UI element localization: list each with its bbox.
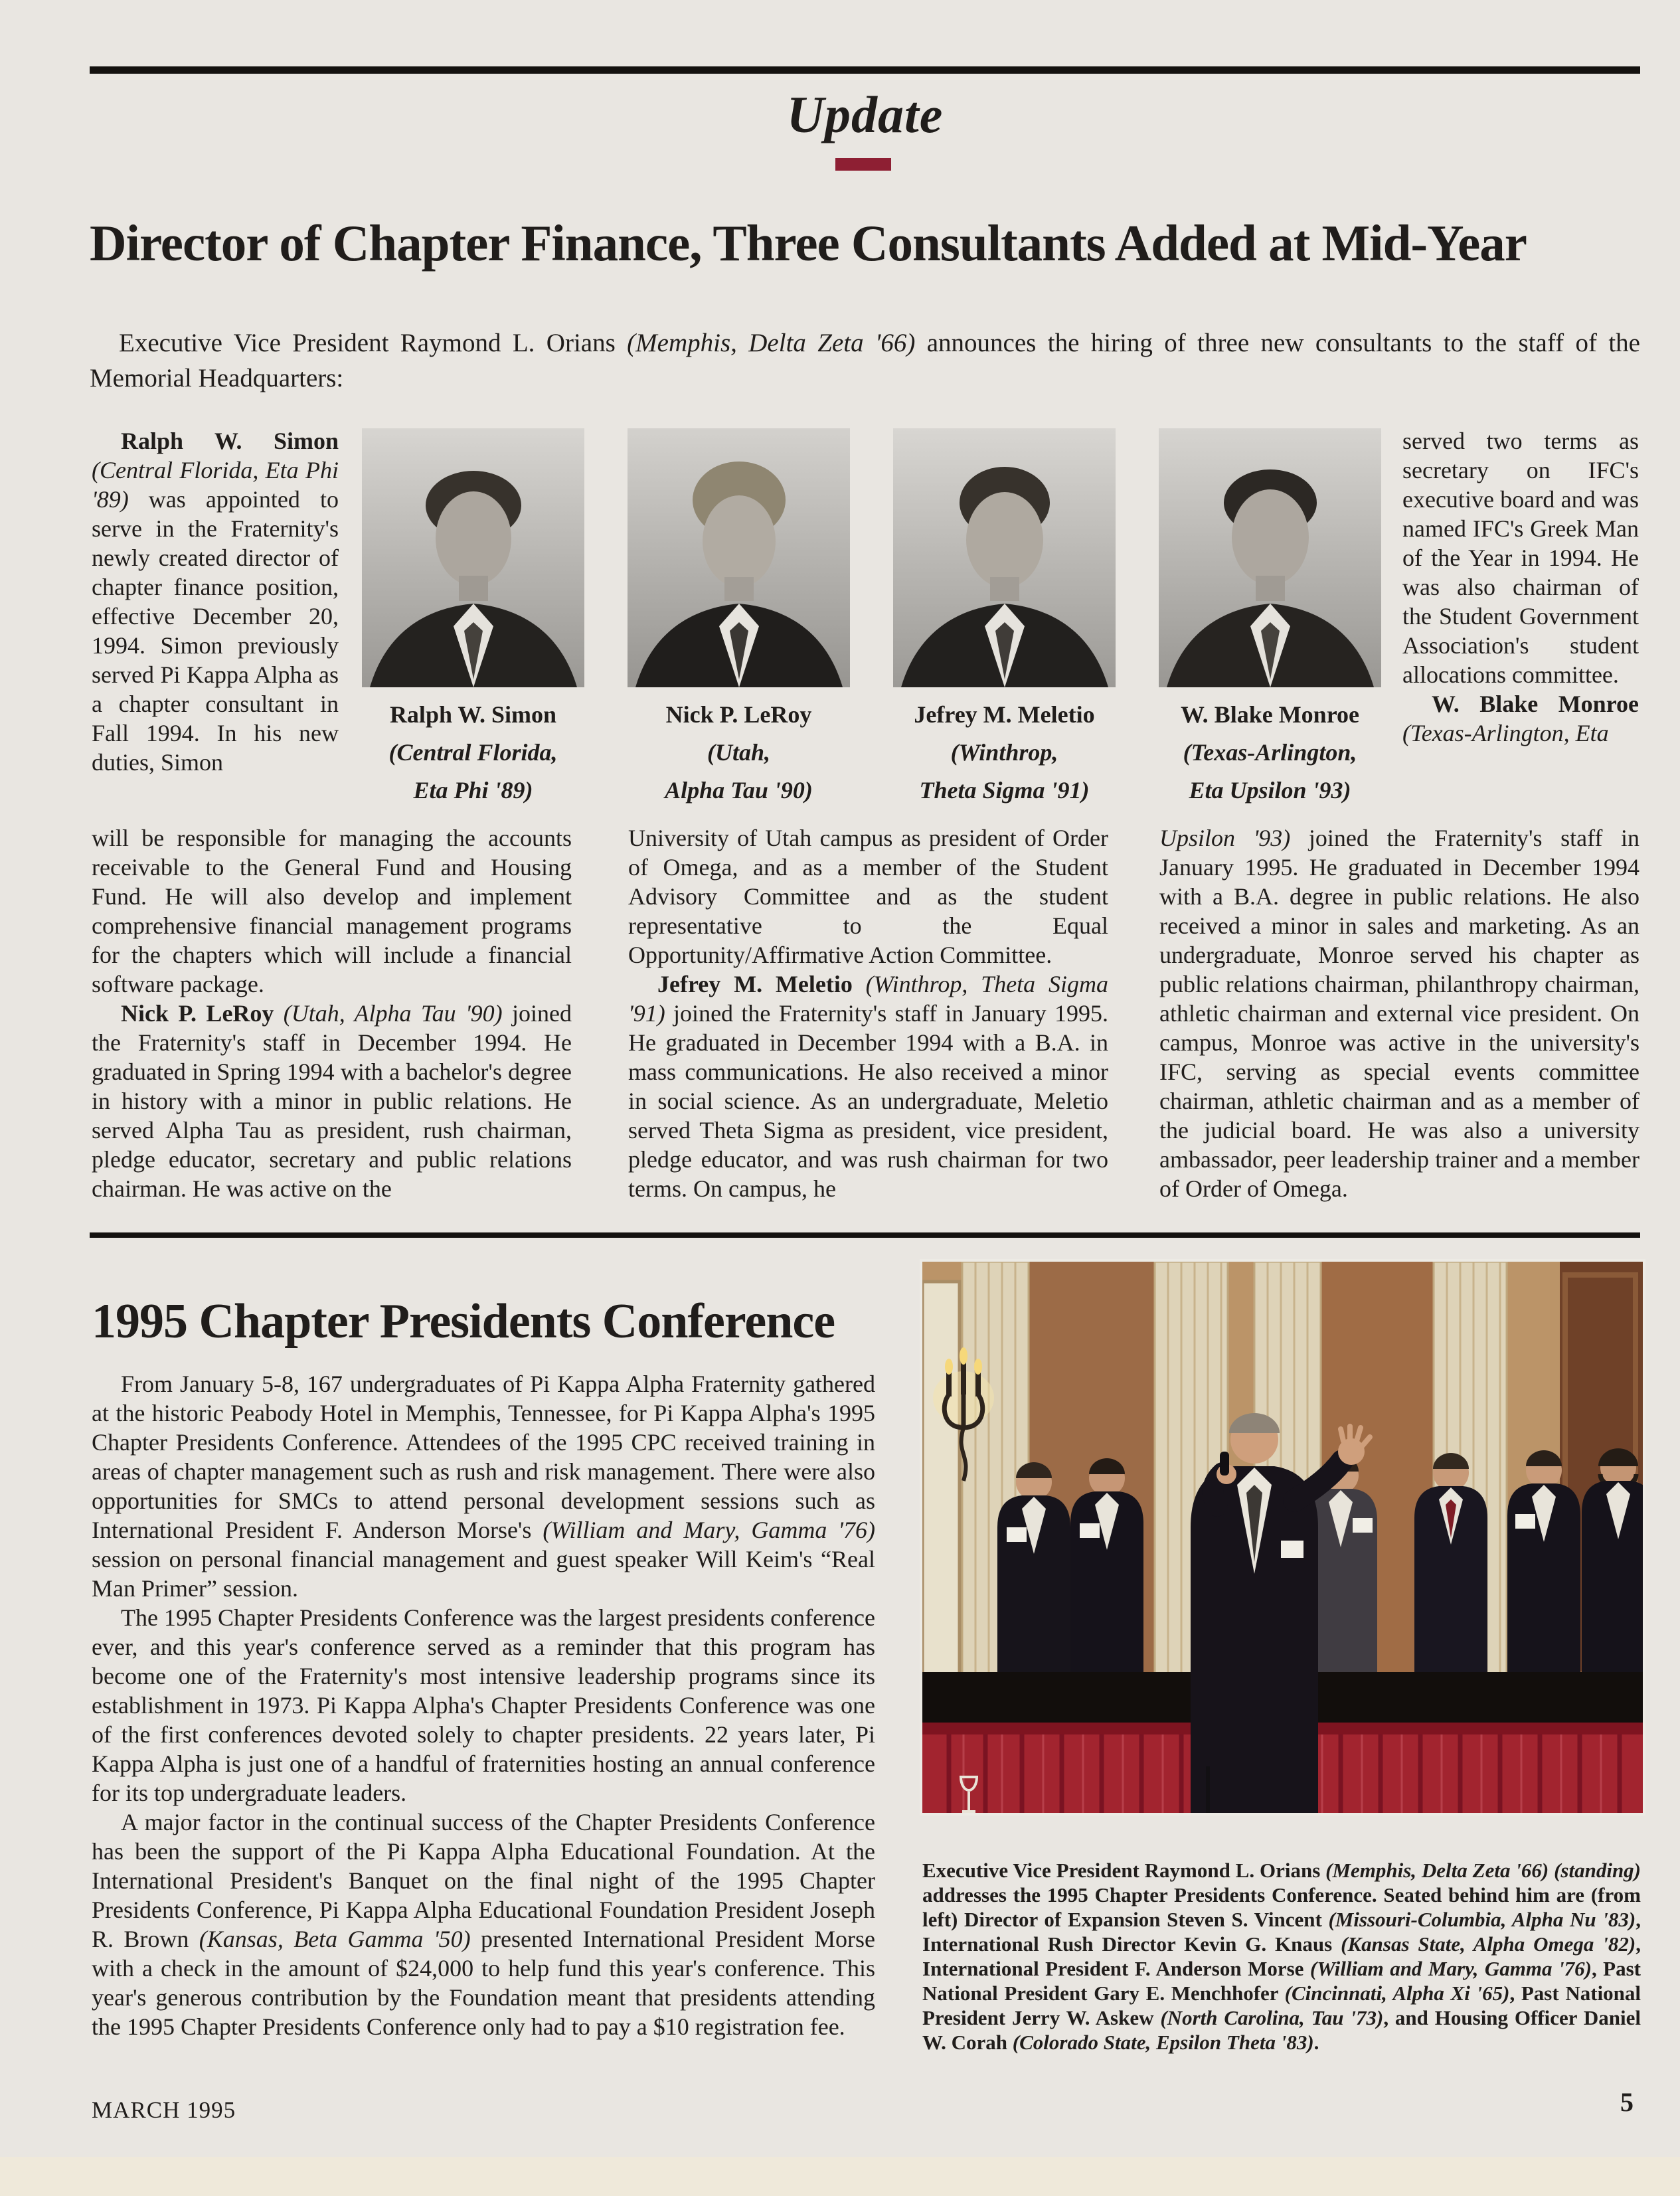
conference-photo-icon (922, 1262, 1643, 1813)
article1-column-b (628, 823, 1108, 1203)
page-number: 5 (1620, 2087, 1634, 2117)
article1-right-column (1402, 426, 1639, 748)
caption-name: Ralph W. Simon (389, 701, 557, 728)
paragraph: From January 5-8, 167 undergraduates of Pi Kappa Alpha Fraternity gathered at the historic Peabody Hotel in Memphis, Tennessee, for Pi Kappa Alpha's 1995 Chapter Presidents Conference. Attendees of the 1995 CPC received training in areas of chapter management such as rush and risk management. There were also opportunities for SMCs to attend personal development sessions such as International President F. Anderson Morse's (William and Mary, Gamma '76) session on personal financial management and guest speaker Will Keim's “Real Man Primer” session. (92, 1371, 875, 1602)
portrait-photo-icon (1159, 428, 1381, 687)
headshot-jefrey-meletio (893, 428, 1116, 687)
caption-name: Jefrey M. Meletio (914, 701, 1095, 728)
article1-intro: Executive Vice President Raymond L. Orians (Memphis, Delta Zeta '66) announces the hiring of three new consultants to the staff of the Memorial Headquarters: (90, 329, 1640, 392)
caption-chapter: Alpha Tau '90) (665, 777, 813, 803)
caption-chapter: (Texas-Arlington, (1183, 739, 1357, 766)
article2-title: 1995 Chapter Presidents Conference (92, 1294, 835, 1349)
paragraph: Jefrey M. Meletio (Winthrop, Theta Sigma '91) joined the Fraternity's staff in January 1995. He graduated in December 1994 with a B.A. in mass communications. He also received a minor in social science. As an undergraduate, Meletio served Theta Sigma as president, vice president, pledge educator, and was rush chairman for two terms. On campus, he (628, 971, 1108, 1202)
paragraph: served two terms as secretary on IFC's executive board and was named IFC's Greek Man of the Year in 1994. He was also chairman of the Student Government Association's student allocations committee. (1402, 428, 1639, 688)
paragraph: The 1995 Chapter Presidents Conference was the largest presidents conference ever, and this year's conference served as a reminder that this program has become one of the Fraternity's most intensive leadership programs since its establishment in 1973. Pi Kappa Alpha's Chapter Presidents Conference was one of the first conferences devoted solely to chapter presidents. 22 years later, Pi Kappa Alpha is just one of a handful of fraternities hosting an annual conference for its top undergraduate leaders. (92, 1604, 875, 1806)
article2-text-column (92, 1369, 875, 2041)
caption-name: W. Blake Monroe (1180, 701, 1359, 728)
conference-photo-caption: Executive Vice President Raymond L. Orians (Memphis, Delta Zeta '66) (standing) addresses the 1995 Chapter Presidents Conference. Seated behind him are (from left) Director of Expansion Steven S. Vincent (Missouri-Columbia, Alpha Nu '83), International Rush Director Kevin G. Knaus (Kansas State, Alpha Omega '82), International President F. Anderson Morse (William and Mary, Gamma '76), Past National President Gary E. Menchhofer (Cincinnati, Alpha Xi '65), Past National President Jerry W. Askew (North Carolina, Tau '73), and Housing Officer Daniel W. Corah (Colorado State, Epsilon Theta '83). (922, 1859, 1641, 2054)
headshot-nick-leroy (628, 428, 850, 687)
photo-caption-4 (1159, 696, 1381, 809)
portrait-photo-icon (362, 428, 584, 687)
masthead-title: Update (786, 86, 944, 143)
caption-chapter: (Central Florida, (388, 739, 558, 766)
caption-chapter: Eta Phi '89) (413, 777, 533, 803)
caption-chapter: (Winthrop, (950, 739, 1058, 766)
article1-left-column (92, 426, 339, 777)
article1-headline: Director of Chapter Finance, Three Consultants Added at Mid-Year (90, 214, 1527, 272)
portrait-photo-icon (893, 428, 1116, 687)
headshot-blake-monroe (1159, 428, 1381, 687)
paragraph: University of Utah campus as president of Order of Omega, and as a member of the Student Advisory Committee and as the student representative to the Equal Opportunity/Affirmative Action Committee. (628, 825, 1108, 968)
caption-chapter: Eta Upsilon '93) (1189, 777, 1351, 803)
photo-caption-1 (362, 696, 584, 809)
photo-caption-3 (893, 696, 1116, 809)
caption-chapter: (Utah, (707, 739, 770, 766)
paragraph: W. Blake Monroe (Texas-Arlington, Eta (1402, 691, 1639, 746)
caption-name: Nick P. LeRoy (665, 701, 812, 728)
paragraph: Nick P. LeRoy (Utah, Alpha Tau '90) joined the Fraternity's staff in December 1994. He graduated in Spring 1994 with a bachelor's degree in history with a minor in public relations. He served Alpha Tau as president, rush chairman, pledge educator, secretary and public relations chairman. He was active on the (92, 1000, 572, 1202)
paragraph: will be responsible for managing the accounts receivable to the General Fund and Housing Fund. He will also develop and implement comprehensive financial management programs for the chapters which will include a financial software package. (92, 825, 572, 997)
paragraph: A major factor in the continual success of the Chapter Presidents Conference has been the support of the Pi Kappa Alpha Educational Foundation. At the International President's Banquet on the final night of the 1995 Chapter Presidents Conference, Pi Kappa Alpha Educational Foundation President Joseph R. Brown (Kansas, Beta Gamma '50) presented International President Morse with a check in the amount of $24,000 to help fund this year's conference. This year's generous contribution by the Foundation meant that presidents attending the 1995 Chapter Presidents Conference only had to pay a $10 registration fee. (92, 1809, 876, 2040)
bottom-band (0, 2157, 1680, 2196)
conference-photo (920, 1259, 1645, 1816)
footer-issue-date: MARCH 1995 (92, 2097, 236, 2123)
photo-caption-2 (628, 696, 850, 809)
top-rule (90, 66, 1640, 74)
portrait-photo-icon (628, 428, 850, 687)
article1-column-c (1159, 823, 1639, 1203)
headshot-ralph-simon (362, 428, 584, 687)
paragraph: Upsilon '93) joined the Fraternity's staff in January 1995. He graduated in December 1994 with a B.A. degree in public relations. He also received a minor in sales and marketing. As an undergraduate, Monroe served his chapter as public relations chairman, philanthropy chairman, athletic chairman and external vice president. On campus, Monroe was active in the university's IFC, serving as special events committee chairman, athletic chairman and as a member of the judicial board. He was also a university ambassador, peer leadership trainer and a member of Order of Omega. (1159, 825, 1639, 1202)
section-divider-rule (90, 1232, 1640, 1238)
article1-column-a (92, 823, 572, 1203)
paragraph: Ralph W. Simon (Central Florida, Eta Phi '89) was appointed to serve in the Fraternity's newly created director of chapter finance position, effective December 20, 1994. Simon previously served Pi Kappa Alpha as a chapter consultant in Fall 1994. In his new duties, Simon (92, 428, 339, 776)
masthead-accent-bar (835, 158, 891, 171)
caption-chapter: Theta Sigma '91) (919, 777, 1090, 803)
